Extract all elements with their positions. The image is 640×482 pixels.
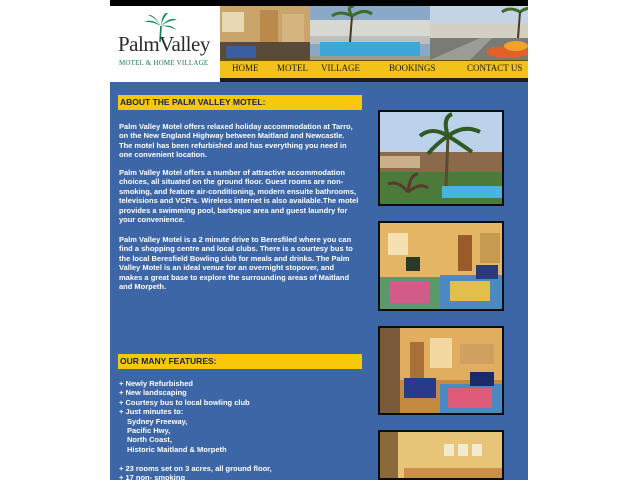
about-paragraph-1: Palm Valley Motel offers relaxed holiday accommodation at Tarro, on the New England Highway between Maitland and Newcastle. The motel has been refurbished and has everything you need in one convenient location. [119, 122, 353, 160]
about-paragraph-3: Palm Valley Motel is a 2 minute drive to Beresfiled where you can find a shopping centre and local clubs. There is a courtesy bus to the local Beresfield Bowling club for meals and drinks. The Palm Valley Motel is an ideal venue for an overnight stopover, and makes a great base to explore the surrounding areas of Maitland and Morpeth. [119, 235, 353, 292]
motel-room-photo-2 [378, 326, 504, 415]
about-heading: ABOUT THE PALM VALLEY MOTEL: [118, 95, 362, 110]
feature-item: + Just minutes to: [119, 407, 184, 417]
feature-spacer [119, 454, 359, 463]
motel-room-photo-1 [378, 221, 504, 311]
features-list [119, 379, 359, 482]
logo-tagline: MOTEL & HOME VILLAGE [119, 59, 209, 67]
main-navigation [220, 60, 528, 79]
features-heading: OUR MANY FEATURES: [118, 354, 362, 369]
feature-subitem: Pacific Hwy, [127, 426, 171, 436]
nav-motel-link[interactable]: MOTEL [277, 63, 308, 73]
motel-room-photo-3 [378, 430, 504, 480]
about-paragraph-2: Palm Valley Motel offers a number of attractive accommodation choices, all situated on the ground floor. Guest rooms are non-smoking, and feature air-conditioning, modern ensuite bathrooms, televisions and VCR's. Wireless internet is also available.The motel provides a swimming pool, barbeque area and guest laundry for your convenience. [119, 168, 359, 225]
nav-village-link[interactable]: VILLAGE [321, 63, 360, 73]
feature-item: + Newly Refurbished [119, 379, 193, 388]
nav-home-link[interactable]: HOME [232, 63, 259, 73]
main-content [110, 82, 528, 480]
feature-subitem: North Coast, [127, 435, 172, 445]
page [110, 0, 528, 480]
logo[interactable] [110, 6, 220, 76]
pool-palms-photo [378, 110, 504, 206]
feature-item: + 17 non- smoking [119, 473, 186, 482]
feature-item: + 23 rooms set on 3 acres, all ground floor, [119, 463, 272, 473]
feature-item: + Courtesy bus to local bowling club [119, 397, 250, 407]
nav-bookings-link[interactable]: BOOKINGS [389, 63, 436, 73]
feature-subitem: Historic Maitland & Morpeth [127, 444, 227, 454]
feature-item: + New landscaping [119, 388, 187, 398]
header-banner-photo [220, 6, 528, 60]
logo-name: PalmValley [118, 32, 210, 56]
nav-contact-us-link[interactable]: CONTACT US [467, 63, 523, 73]
feature-subitem: Sydney Freeway, [127, 416, 188, 426]
